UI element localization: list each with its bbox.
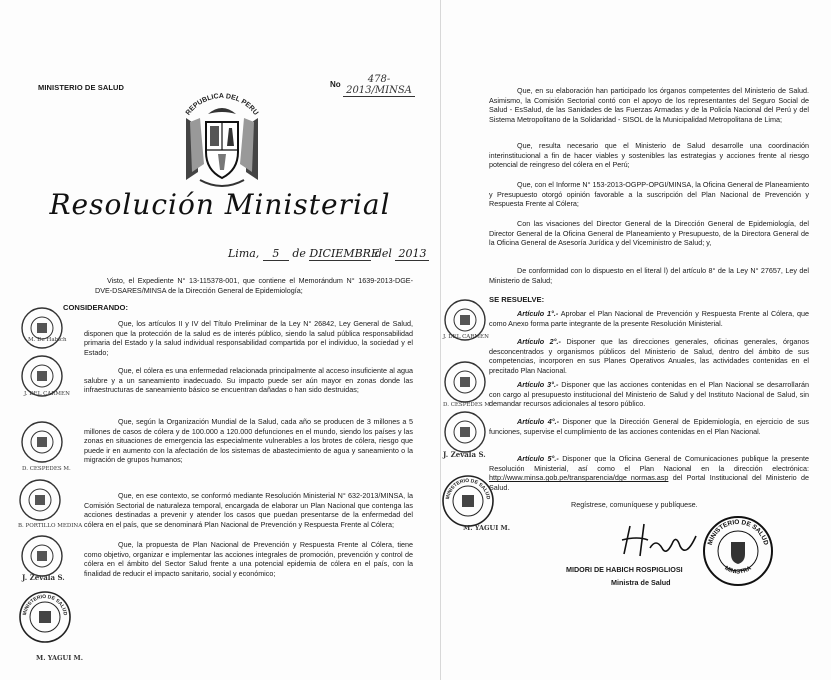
- svg-text:MINISTRA: MINISTRA: [723, 565, 753, 576]
- considering-paragraph-1: Que, los artículos II y IV del Título Preliminar de la Ley N° 26842, Ley General de Salud, disponen que la protección de la salud es de interés público, siendo la salud pública responsabilidad primaria del Estado y la salud individual responsabilidad compartida por el individuo, la sociedad y el Estado;: [84, 319, 413, 357]
- right-paragraph-1: Que, en su elaboración han participado los órganos competentes del Ministerio de Salud. Asimismo, la Comisión Sectorial contó con el apoyo de los representantes del Seguro Social de Salud - EsSalud, de las Sanidades de las Fuerzas Armadas y de la Policía Nacional del Perú y del Sistema Metropolitano de la Solidaridad - SISOL de la Municipalidad Metropolitana de Lima;: [489, 86, 809, 124]
- ministry-header: MINISTERIO DE SALUD: [38, 83, 125, 92]
- date-month: DICIEMBRE: [309, 247, 379, 260]
- considerando-heading: CONSIDERANDO:: [63, 303, 128, 312]
- closing-formula: Regístrese, comuníquese y publíquese.: [571, 500, 698, 509]
- date-day: 5: [263, 247, 289, 261]
- article-2-text: Disponer que las direcciones generales, oficinas generales, órganos desconcentrados y organismos públicos del Ministerio de Salud, dentro del ámbito de sus competencias, incorporen en sus Planes Operativos Anuales, las actividades contenidas en el precitado Plan Nacional.: [489, 337, 809, 375]
- right-paragraph-5: De conformidad con lo dispuesto en el literal l) del artículo 8° de la Ley N° 27657, Ley del Ministerio de Salud;: [489, 266, 809, 285]
- visa-stamp-1: [20, 306, 64, 350]
- article-5-label: Artículo 5°.-: [517, 454, 559, 463]
- resolution-number: 478-2013/MINSA: [343, 74, 415, 97]
- document-title: Resolución Ministerial: [49, 188, 391, 221]
- article-2-label: Artículo 2°.-: [517, 337, 561, 346]
- article-3: [489, 380, 809, 409]
- visa-stamp-5: [20, 534, 64, 578]
- visa-initial-right-2: D. CESPEDES M.: [443, 402, 492, 408]
- considering-paragraph-5: Que, la propuesta de Plan Nacional de Prevención y Respuesta Frente al Cólera, tiene como objetivo, organizar e implementar las acciones integrales de promoción, prevención y control de cólera en el ámbito del Sector Salud frente a una potencial epidemia de cólera en el país, con la finalidad de reducir el impacto sanitario, social y económico;: [84, 540, 413, 578]
- article-1-label: Artículo 1°.-: [517, 309, 559, 318]
- ministry-seal-left: [18, 590, 72, 644]
- article-5: [489, 454, 809, 492]
- resolution-number-label: No: [330, 80, 341, 89]
- ministry-seal-right: [701, 514, 775, 588]
- article-5-link[interactable]: http://www.minsa.gob.pe/transparencia/dge_normas.asp: [489, 473, 669, 483]
- considering-paragraph-2: Que, el cólera es una enfermedad relacionada principalmente al acceso insuficiente al agua salubre y a un saneamiento inadecuado. Su impacto puede ser aún mayor en zonas donde las infraestructuras de saneamiento básico se encuentran dañadas o han sido destruidas;: [84, 366, 413, 395]
- article-5-text: Disponer que la Oficina General de Comunicaciones publique la presente Resolución Ministerial, así como el Plan Nacional en la dirección electrónica:: [489, 454, 809, 473]
- visa-initial-1: M. De Habich: [28, 337, 67, 343]
- handwritten-signature: [616, 518, 706, 562]
- visa-initial-5: J. Zevala S.: [22, 573, 65, 582]
- wreath-icon: [208, 108, 236, 114]
- svg-text:MINISTERIO DE SALUD: MINISTERIO DE SALUD: [706, 518, 770, 546]
- date-line: [228, 247, 429, 261]
- visa-initial-6: M. YAGUI M.: [36, 654, 83, 662]
- considering-paragraph-4: Que, en ese contexto, se conformó mediante Resolución Ministerial N° 632-2013/MINSA, la Comisión Sectorial de naturaleza temporal, encargada de elaborar un Plan Nacional que contenga las acciones destinadas a prevenir y atender los casos que puedan presentarse de la enfermedad del cólera en el país, que se denominará Plan Nacional de Prevención y Respuesta Frente al Cólera;: [84, 491, 413, 529]
- visa-initial-right-3: J. Zevala S.: [443, 450, 486, 459]
- date-de: de: [292, 247, 306, 260]
- visa-stamp-right-2: [443, 360, 487, 404]
- visa-initial-4: B. PORTILLO MEDINA: [18, 523, 83, 529]
- visto-paragraph: Visto, el Expediente N° 13-115378-001, que contiene el Memorándum N° 1639-2013-DGE-DVE-DSARES/MINSA de la Dirección General de Epidemiología;: [95, 276, 413, 295]
- right-paragraph-2: Que, resulta necesario que el Ministerio de Salud desarrolle una coordinación interinstitucional a fin de hacer viables y sostenibles las estrategias y acciones frente al riesgo potencial de reingreso del cólera en el Perú;: [489, 141, 809, 170]
- article-4-label: Artículo 4°.-: [517, 417, 559, 426]
- emblem-caption: REPUBLICA DEL PERU: [184, 92, 260, 117]
- right-page: [440, 0, 831, 680]
- svg-text:MINISTERIO DE SALUD: MINISTERIO DE SALUD: [22, 593, 68, 616]
- date-del: del: [374, 247, 392, 260]
- article-5-text-end: del Portal Institucional del Ministerio de Salud.: [489, 473, 809, 492]
- article-3-text: Disponer que las acciones contenidas en el Plan Nacional se desarrollarán con cargo al presupuesto institucional del Ministerio de Salud y del Instituto Nacional de Salud, sin demandar recursos adicionales al tesoro público.: [489, 380, 809, 409]
- visa-initial-right-4: M. YAGUI M.: [463, 524, 510, 532]
- article-3-label: Artículo 3°.-: [517, 380, 559, 389]
- date-year: 2013: [395, 247, 429, 261]
- resuelve-heading: SE RESUELVE:: [489, 295, 545, 304]
- article-1-text: Aprobar el Plan Nacional de Prevención y Respuesta Frente al Cólera, que como Anexo forma parte integrante de la presente Resolución Ministerial.: [489, 309, 809, 328]
- visa-stamp-right-3: [443, 410, 487, 454]
- considering-paragraph-3: Que, según la Organización Mundial de la Salud, cada año se producen de 3 millones a 5 millones de casos de cólera y de 100.000 a 120.000 defunciones en el mundo, siendo los países y las zonas en situaciones de emergencia las especialmente vulnerables a los brotes de cólera, riesgo que puede ir en aumento con la afectación de los sistemas de abastecimiento de agua y saneamiento o la migración de grupos humanos;: [84, 417, 413, 465]
- date-city: Lima,: [228, 247, 260, 260]
- national-emblem: [168, 88, 276, 190]
- article-2: [489, 337, 809, 375]
- visa-initial-2: J. DEL CARMEN: [24, 391, 70, 397]
- right-paragraph-3: Que, con el Informe N° 153-2013-OGPP-OPGI/MINSA, la Oficina General de Planeamiento y Presupuesto otorgó opinión favorable a la suscripción del Plan Nacional de Prevención y Respuesta Frente al Cólera;: [489, 180, 809, 209]
- svg-text:MINISTERIO DE SALUD: MINISTERIO DE SALUD: [445, 477, 491, 500]
- visa-initial-right-1: J. DEL CARMEN: [443, 334, 489, 340]
- right-paragraph-4: Con las visaciones del Director General de la Dirección General de Epidemiología, del Director General de la Oficina General de Planeamiento y Presupuesto, de la Directora General de la Oficina General de Asesoría Jurídica y del Viceministro de Salud; y,: [489, 219, 809, 248]
- article-4: [489, 417, 809, 436]
- article-4-text: Disponer que la Dirección General de Epidemiología, en ejercicio de sus funciones, supervise el cumplimiento de las acciones contenidas en el Plan Nacional.: [489, 417, 809, 436]
- visa-initial-3: D. CESPEDES M.: [22, 466, 71, 472]
- signer-title: Ministra de Salud: [611, 578, 671, 587]
- visa-stamp-3: [20, 420, 64, 464]
- article-1: [489, 309, 809, 328]
- ministry-seal-right-margin: [441, 474, 495, 528]
- signer-name: MIDORI DE HABICH ROSPIGLIOSI: [566, 565, 683, 574]
- visa-stamp-4: [18, 478, 62, 522]
